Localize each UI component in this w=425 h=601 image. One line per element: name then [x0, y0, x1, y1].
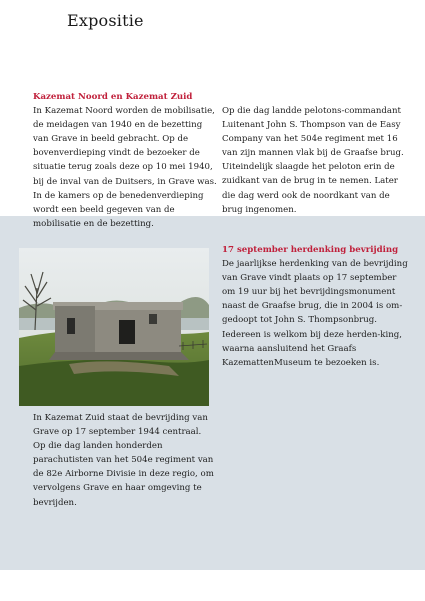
section2-heading: 17 september herdenking bevrijding — [222, 245, 399, 255]
section1-heading: Kazemat Noord en Kazemat Zuid — [33, 92, 193, 102]
page-title: Expositie — [67, 11, 144, 30]
section2-text: De jaarlijkse herdenking van de bevrijding van Grave vindt plaats op 17 september om 19 uur bij het bevrijdingsmonument naast de Graafse brug, die in 2004 is om-gedoopt tot John S. Thompsonbrug. Iedereen is welkom bij deze herden-king, waarna aansluitend het Graafs KazemattenMuseum te bezoeken is. — [222, 259, 408, 368]
section1-left-column — [33, 90, 219, 231]
section1-bottom-column — [33, 411, 215, 510]
section1-right-text: Op die dag landde pelotons-commandant Luitenant John S. Thompson van de Easy Company van het 504e regiment met 16 van zijn mannen vlak bij de Graafse brug. Uiteindelijk slaagde het peloton erin de zuidkant van de brug in te nemen. Later die dag werd ook de noordkant van de brug ingenomen. — [222, 106, 404, 215]
section1-bottom-text: In Kazemat Zuid staat de bevrijding van Grave op 17 september 1944 centraal. Op die dag landen honderden parachutisten van het 504e regiment van de 82e Airborne Divisie in deze regio, om vervolgens Grave en haar omgeving te bevrijden. — [33, 413, 214, 508]
section2-column — [222, 243, 408, 370]
section1-left-text: In Kazemat Noord worden de mobilisatie, de meidagen van 1940 en de bezetting van Grave in beeld gebracht. Op de bovenverdieping vindt de bezoeker de situatie terug zoals deze op 10 mei 1940, bij de inval van de Duitsers, in Grave was. In de kamers op de benedenverdieping wordt een beeld gegeven van de mobilisatie en de bezetting. — [33, 106, 217, 229]
casemate-photo — [19, 248, 209, 406]
section1-right-column — [222, 104, 408, 217]
